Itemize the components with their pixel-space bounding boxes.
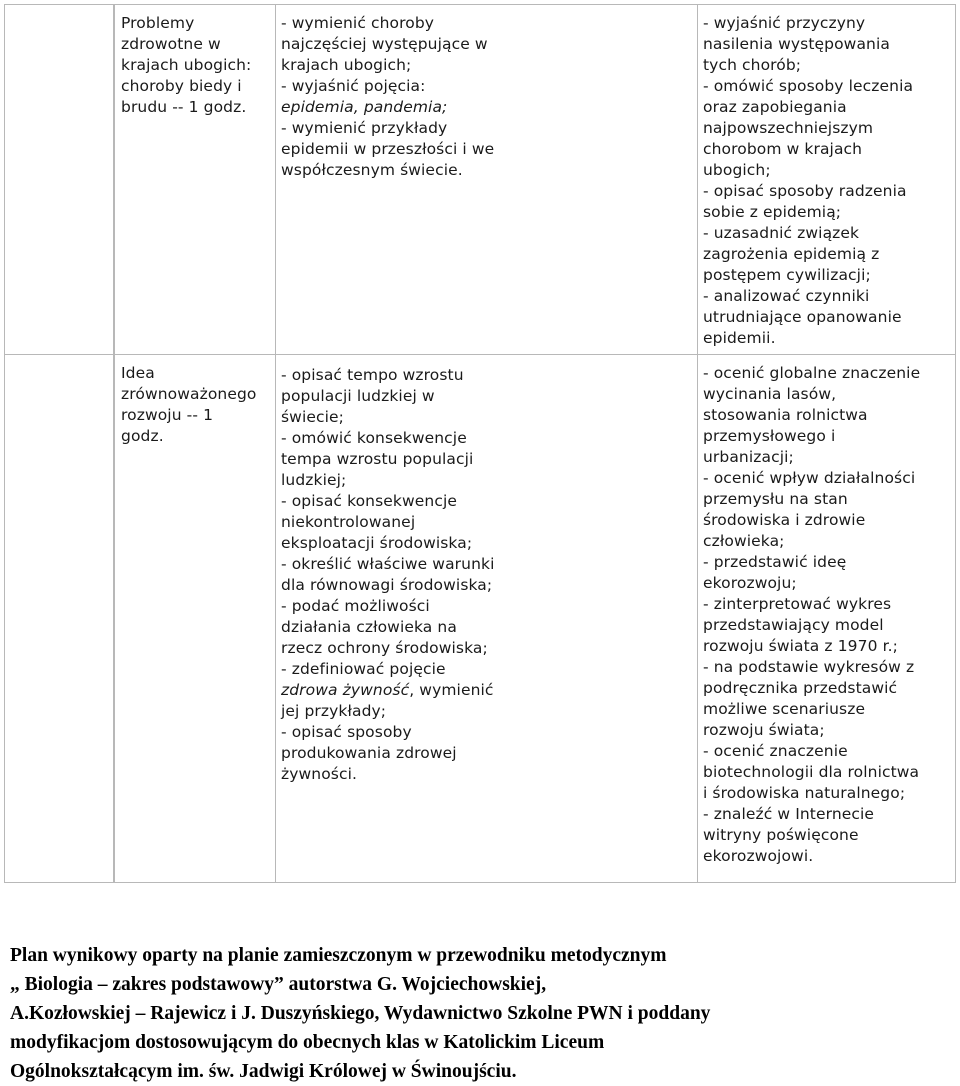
requirement-line: ludzkiej;: [281, 471, 347, 489]
requirement-line: - podać możliwości: [281, 597, 430, 615]
requirement-line: - opisać konsekwencje: [281, 492, 457, 510]
requirement-line: środowiska i zdrowie: [703, 511, 866, 529]
curriculum-table: [4, 4, 956, 883]
topic-text-line: godz.: [121, 427, 164, 445]
topic-text-line: Problemy: [121, 14, 195, 32]
requirement-line: tych chorób;: [703, 56, 802, 74]
requirement-line: - opisać tempo wzrostu: [281, 366, 464, 384]
requirement-line: współczesnym świecie.: [281, 161, 463, 179]
requirement-line: - znaleźć w Internecie: [703, 805, 875, 823]
table-row: [4, 4, 956, 355]
requirement-line: przemysłu na stan: [703, 490, 848, 508]
requirement-line: najpowszechniejszym: [703, 119, 874, 137]
requirement-line: żywności.: [281, 765, 358, 783]
requirement-line: witryny poświęcone: [703, 826, 859, 844]
requirement-line: postępem cywilizacji;: [703, 266, 871, 284]
footer-line: Plan wynikowy oparty na planie zamieszczonym w przewodniku metodycznym: [10, 945, 667, 966]
requirement-line: niekontrolowanej: [281, 513, 416, 531]
table-row: [4, 355, 956, 883]
requirement-line: - wymienić przykłady: [281, 119, 448, 137]
requirement-line: stosowania rolnictwa: [703, 406, 868, 424]
topic-text-line: brudu -- 1 godz.: [121, 98, 247, 116]
requirement-line: - określić właściwe warunki: [281, 555, 495, 573]
requirement-line: - ocenić znaczenie: [703, 742, 848, 760]
requirement-line: ekorozwoju;: [703, 574, 797, 592]
requirement-line: zagrożenia epidemią z: [703, 245, 880, 263]
requirement-line: człowieka;: [703, 532, 785, 550]
requirement-line: możliwe scenariusze: [703, 700, 866, 718]
requirement-line: ubogich;: [703, 161, 771, 179]
topic-text-line: rozwoju -- 1: [121, 406, 214, 424]
requirement-line: - ocenić globalne znaczenie: [703, 364, 921, 382]
requirement-line: biotechnologii dla rolnictwa: [703, 763, 920, 781]
footer-line: „ Biologia – zakres podstawowy” autorstwa G. Wojciechowskiej,: [10, 974, 547, 995]
requirement-line: - omówić konsekwencje: [281, 429, 467, 447]
requirement-line: ekorozwojowi.: [703, 847, 814, 865]
requirement-line: - wyjaśnić przyczyny: [703, 14, 866, 32]
topic-text-line: Idea: [121, 364, 155, 382]
requirement-line: nasilenia występowania: [703, 35, 890, 53]
requirement-line: - opisać sposoby: [281, 723, 412, 741]
requirement-line: sobie z epidemią;: [703, 203, 842, 221]
requirement-line: krajach ubogich;: [281, 56, 412, 74]
requirement-line: urbanizacji;: [703, 448, 794, 466]
extended-requirements-cell: [698, 4, 956, 355]
requirement-line: - przedstawić ideę: [703, 553, 847, 571]
requirement-line: i środowiska naturalnego;: [703, 784, 906, 802]
italic-term-line: epidemia, pandemia;: [281, 98, 448, 116]
requirement-line: najczęściej występujące w: [281, 35, 488, 53]
topic-text-line: zrównoważonego: [121, 385, 257, 403]
topic-text-line: choroby biedy i: [121, 77, 242, 95]
requirement-line: jej przykłady;: [281, 702, 387, 720]
topic-cell: [114, 4, 276, 355]
requirement-line: tempa wzrostu populacji: [281, 450, 474, 468]
requirement-line: - zdefiniować pojęcie: [281, 660, 446, 678]
requirement-line: - wyjaśnić pojęcia:: [281, 77, 426, 95]
requirement-line: podręcznika przedstawić: [703, 679, 898, 697]
requirement-line: przedstawiający model: [703, 616, 884, 634]
footer-note: [10, 941, 950, 1086]
topic-text-line: zdrowotne w: [121, 35, 221, 53]
requirement-line: - zinterpretować wykres: [703, 595, 892, 613]
requirement-line: populacji ludzkiej w: [281, 387, 435, 405]
footer-line: Ogólnokształcącym im. św. Jadwigi Królowej w Świnoujściu.: [10, 1061, 517, 1082]
extended-requirements-cell: [698, 355, 956, 883]
empty-cell: [4, 4, 114, 355]
requirement-line: przemysłowego i: [703, 427, 836, 445]
basic-requirements-cell: [276, 4, 698, 355]
line-suffix: , wymienić: [409, 681, 494, 699]
requirement-line: dla równowagi środowiska;: [281, 576, 493, 594]
footer-line: modyfikacjom dostosowującym do obecnych klas w Katolickim Liceum: [10, 1032, 605, 1053]
requirement-line: utrudniające opanowanie: [703, 308, 902, 326]
requirement-line: rzecz ochrony środowiska;: [281, 639, 488, 657]
requirement-line: - omówić sposoby leczenia: [703, 77, 914, 95]
requirement-line: eksploatacji środowiska;: [281, 534, 473, 552]
requirement-line: chorobom w krajach: [703, 140, 863, 158]
requirement-line: - na podstawie wykresów z: [703, 658, 915, 676]
topic-text-line: krajach ubogich:: [121, 56, 252, 74]
requirement-line: rozwoju świata z 1970 r.;: [703, 637, 898, 655]
requirement-line: epidemii w przeszłości i we: [281, 140, 495, 158]
requirement-line: epidemii.: [703, 329, 776, 347]
requirement-line: oraz zapobiegania: [703, 98, 847, 116]
requirement-line: - uzasadnić związek: [703, 224, 860, 242]
requirement-line: - analizować czynniki: [703, 287, 870, 305]
basic-requirements-cell: [276, 355, 698, 883]
requirement-line: wycinania lasów,: [703, 385, 837, 403]
requirement-line: rozwoju świata;: [703, 721, 825, 739]
requirement-line: - wymienić choroby: [281, 14, 435, 32]
requirement-line: [281, 680, 691, 701]
requirement-line: - ocenić wpływ działalności: [703, 469, 916, 487]
requirement-line: świecie;: [281, 408, 344, 426]
requirement-line: działania człowieka na: [281, 618, 457, 636]
italic-term: zdrowa żywność: [281, 681, 410, 699]
topic-cell: [114, 355, 276, 883]
requirement-line: - opisać sposoby radzenia: [703, 182, 907, 200]
footer-line: A.Kozłowskiej – Rajewicz i J. Duszyńskiego, Wydawnictwo Szkolne PWN i poddany: [10, 1003, 711, 1024]
empty-cell: [4, 355, 114, 883]
requirement-line: produkowania zdrowej: [281, 744, 457, 762]
